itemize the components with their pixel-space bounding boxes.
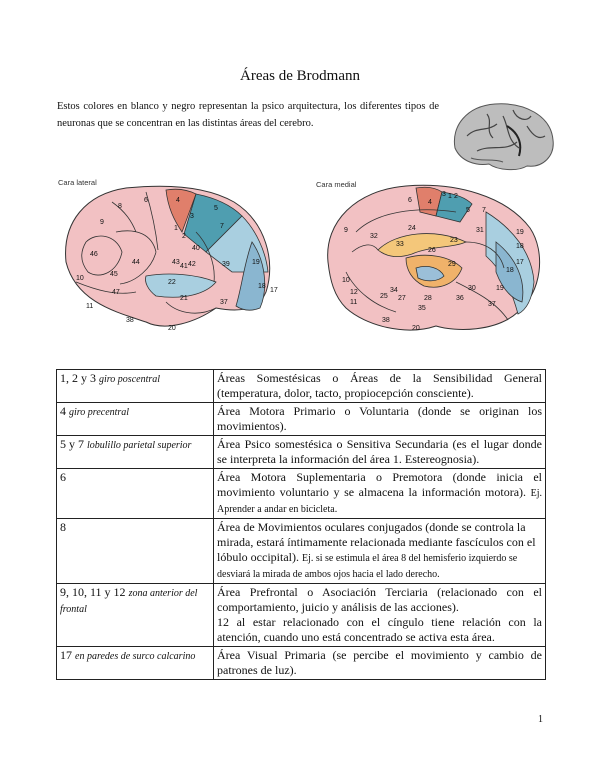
area-cell: 8 bbox=[57, 519, 214, 584]
medial-area-label: 24 bbox=[408, 225, 416, 232]
lateral-area-label: 10 bbox=[76, 275, 84, 282]
medial-area-label: 28 bbox=[424, 295, 432, 302]
lateral-area-label: 44 bbox=[132, 259, 140, 266]
lateral-area-label: 21 bbox=[180, 295, 188, 302]
medial-area-label: 1 bbox=[448, 193, 452, 200]
page-number: 1 bbox=[538, 714, 543, 725]
lateral-area-label: 6 bbox=[144, 197, 148, 204]
area-cell: 5 y 7 lobulillo parietal superior bbox=[57, 436, 214, 469]
medial-area-label: 5 bbox=[466, 207, 470, 214]
medial-area-label: 11 bbox=[350, 299, 358, 306]
medial-area-label: 18 bbox=[516, 243, 524, 250]
lateral-area-label: 7 bbox=[220, 223, 224, 230]
brodmann-areas-table bbox=[56, 369, 546, 680]
lateral-area-label: 39 bbox=[222, 261, 230, 268]
medial-area-label: 4 bbox=[428, 199, 432, 206]
lateral-area-label: 18 bbox=[258, 283, 266, 290]
medial-area-label: 20 bbox=[412, 325, 420, 332]
medial-area-label: 34 bbox=[390, 287, 398, 294]
table-row bbox=[57, 370, 546, 403]
medial-area-label: 19 bbox=[496, 285, 504, 292]
area-cell: 4 giro precentral bbox=[57, 403, 214, 436]
lateral-area-label: 2 bbox=[182, 233, 186, 240]
medial-area-label: 18 bbox=[506, 267, 514, 274]
lateral-area-label: 42 bbox=[188, 261, 196, 268]
area-cell: 1, 2 y 3 giro poscentral bbox=[57, 370, 214, 403]
lateral-area-label: 41 bbox=[180, 263, 188, 270]
description-cell: Área de Movimientos oculares conjugados (donde se controla la mirada, estará íntimamente relacionada mediante fascículos con el lóbulo occipital). Ej. si se estimula el área 8 del hemisferio izquierdo se desviará la mirada de ambos ojos hacia el lado derecho. bbox=[214, 519, 546, 584]
lateral-area-label: 1 bbox=[174, 225, 178, 232]
medial-area-label: 26 bbox=[428, 247, 436, 254]
description-cell: Área Psico somestésica o Sensitiva Secundaria (es el lugar donde se interpreta la información del área 1. Estereognosia). bbox=[214, 436, 546, 469]
medial-area-label: 29 bbox=[448, 261, 456, 268]
lateral-area-label: 46 bbox=[90, 251, 98, 258]
table-row bbox=[57, 469, 546, 519]
medial-area-label: 30 bbox=[468, 285, 476, 292]
medial-area-label: 12 bbox=[350, 289, 358, 296]
medial-brain-diagram bbox=[328, 185, 540, 330]
lateral-area-label: 11 bbox=[86, 303, 94, 310]
area-cell: 6 bbox=[57, 469, 214, 519]
medial-area-label: 7 bbox=[482, 207, 486, 214]
intro-paragraph: Estos colores en blanco y negro representan la psico arquitectura, los diferentes tipos de neuronas que se concentran en las distintas áreas del cerebro. bbox=[57, 101, 439, 129]
description-cell: Áreas Somestésicas o Áreas de la Sensibilidad General (temperatura, dolor, tacto, propiocepción consciente). bbox=[214, 370, 546, 403]
description-cell: Área Prefrontal o Asociación Terciaria (relacionado con el comportamiento, juicio y análisis de las acciones). 12 al estar relacionado con el cíngulo tiene relación con la atención, cuando uno está concentrado se activa esta área. bbox=[214, 584, 546, 647]
medial-area-label: 37 bbox=[488, 301, 496, 308]
brodmann-figures bbox=[56, 172, 546, 352]
brain-thumbnail-image bbox=[447, 96, 557, 174]
lateral-area-label: 43 bbox=[172, 259, 180, 266]
lateral-area-label: 17 bbox=[270, 287, 278, 294]
page-title: Áreas de Brodmann bbox=[240, 68, 360, 84]
medial-area-label: 10 bbox=[342, 277, 350, 284]
table-row bbox=[57, 647, 546, 680]
lateral-area-label: 22 bbox=[168, 279, 176, 286]
medial-area-label: 32 bbox=[370, 233, 378, 240]
medial-area-label: 31 bbox=[476, 227, 484, 234]
lateral-area-label: 4 bbox=[176, 197, 180, 204]
area-cell: 9, 10, 11 y 12 zona anterior del frontal bbox=[57, 584, 214, 647]
medial-area-label: 35 bbox=[418, 305, 426, 312]
medial-area-label: 6 bbox=[408, 197, 412, 204]
lateral-area-label: 20 bbox=[168, 325, 176, 332]
description-cell: Área Motora Primario o Voluntaria (donde se originan los movimientos). bbox=[214, 403, 546, 436]
area-cell: 17 en paredes de surco calcarino bbox=[57, 647, 214, 680]
medial-area-label: 27 bbox=[398, 295, 406, 302]
lateral-area-label: 5 bbox=[214, 205, 218, 212]
table-row bbox=[57, 584, 546, 647]
medial-area-label: 2 bbox=[454, 193, 458, 200]
medial-figure-label: Cara medial bbox=[316, 180, 357, 189]
medial-area-label: 17 bbox=[516, 259, 524, 266]
medial-area-label: 25 bbox=[380, 293, 388, 300]
medial-area-label: 23 bbox=[450, 237, 458, 244]
lateral-figure-label: Cara lateral bbox=[58, 178, 97, 187]
lateral-area-label: 8 bbox=[118, 203, 122, 210]
description-cell: Área Motora Suplementaria o Premotora (donde inicia el movimiento voluntario y se almacena la información motora). Ej. Aprender a andar en bicicleta. bbox=[214, 469, 546, 519]
lateral-area-label: 37 bbox=[220, 299, 228, 306]
medial-area-label: 36 bbox=[456, 295, 464, 302]
table-row bbox=[57, 436, 546, 469]
lateral-area-label: 3 bbox=[190, 213, 194, 220]
lateral-area-label: 19 bbox=[252, 259, 260, 266]
description-cell: Área Visual Primaria (se percibe el movimiento y cambio de patrones de luz). bbox=[214, 647, 546, 680]
lateral-area-label: 38 bbox=[126, 317, 134, 324]
medial-area-label: 3 bbox=[442, 191, 446, 198]
lateral-area-label: 45 bbox=[110, 271, 118, 278]
lateral-area-label: 47 bbox=[112, 289, 120, 296]
table-row bbox=[57, 519, 546, 584]
medial-area-label: 38 bbox=[382, 317, 390, 324]
lateral-area-label: 40 bbox=[192, 245, 200, 252]
medial-area-label: 19 bbox=[516, 229, 524, 236]
medial-area-label: 33 bbox=[396, 241, 404, 248]
lateral-area-label: 9 bbox=[100, 219, 104, 226]
medial-area-label: 9 bbox=[344, 227, 348, 234]
table-row bbox=[57, 403, 546, 436]
